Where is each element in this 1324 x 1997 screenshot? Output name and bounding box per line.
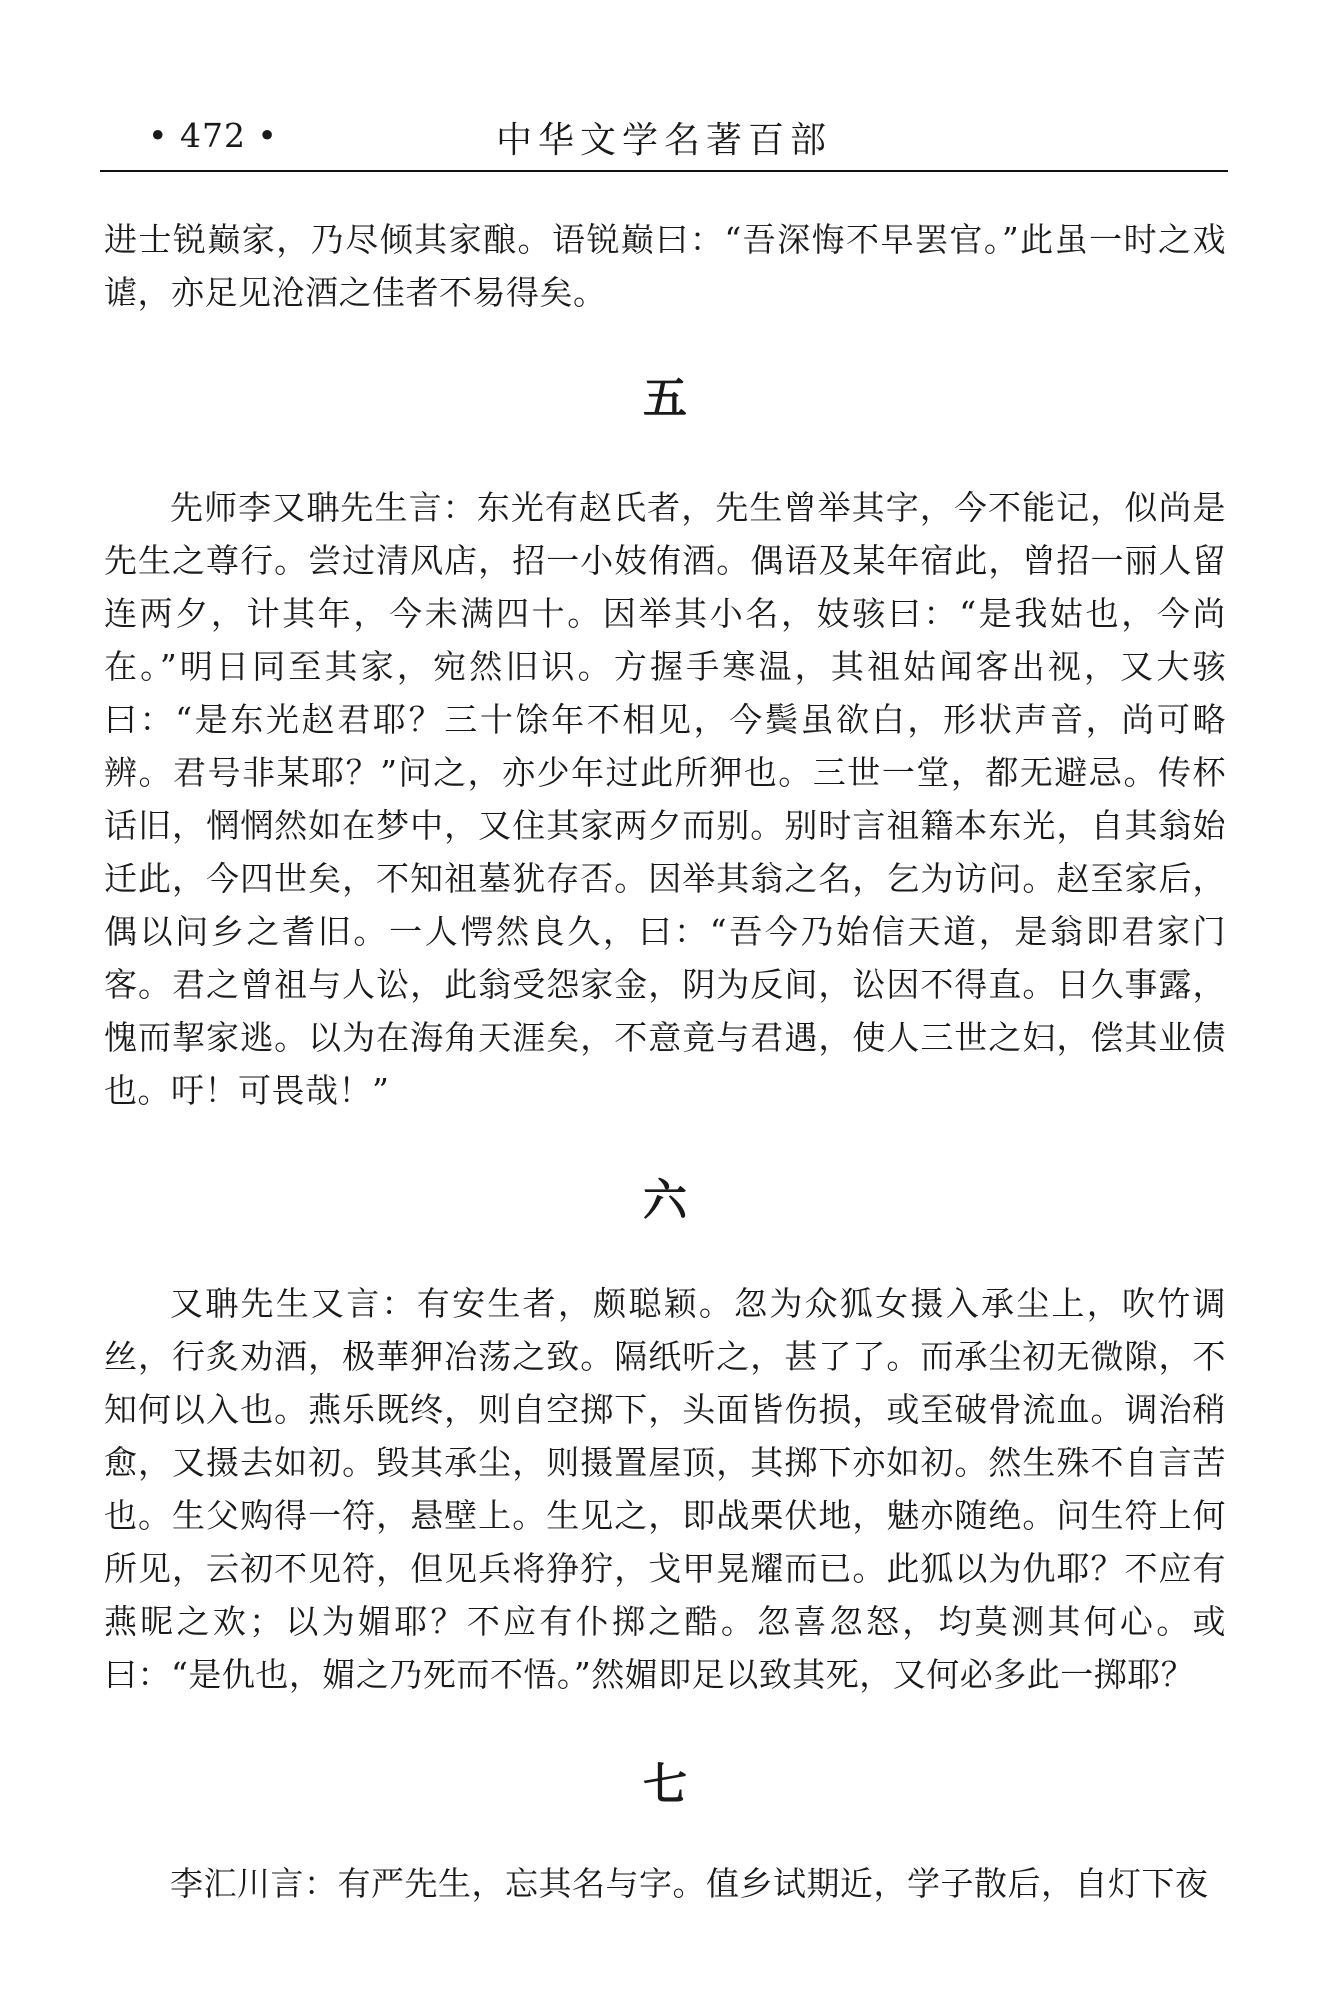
continued-paragraph: 进士锐巅家，乃尽倾其家酿。语锐巅曰：“吾深悔不早罢官。”此虽一时之戏谑，亦足见沧酒之佳者不易得矣。 — [104, 220, 1226, 312]
book-title: 中华文学名著百部 — [495, 120, 832, 161]
section-six-paragraph: 又聃先生又言：有安生者，颇聪颖。忽为众狐女摄入承尘上，吹竹调丝，行炙劝酒，极華狎冶荡之致。隔纸听之，甚了了。而承尘初无微隙，不知何以入也。燕乐既终，则自空掷下，头面皆伤损，或至破骨流血。调治稍愈，又摄去如初。毁其承尘，则摄置屋顶，其掷下亦如初。然生殊不自言苦也。生父购得一符，悬壁上。生见之，即战栗伏地，魅亦随绝。问生符上何所见，云初不见符，但见兵将狰狞，戈甲晃耀而已。此狐以为仇耶？不应有燕昵之欢；以为媚耶？不应有仆掷之酷。忽喜忽怒，均莫测其何心。或曰：“是仇也，媚之乃死而不悟。”然媚即足以致其死，又何必多此一掷耶？ — [104, 1284, 1226, 1694]
page-number: • 472 • — [148, 116, 278, 155]
section-seven-paragraph: 李汇川言：有严先生，忘其名与字。值乡试期近，学子散后，自灯下夜 — [170, 1864, 1209, 1903]
section-five-paragraph: 先师李又聃先生言：东光有赵氏者，先生曾举其字，今不能记，似尚是先生之尊行。尝过清风店，招一小妓侑酒。偶语及某年宿此，曾招一丽人留连两夕，计其年，今未满四十。因举其小名，妓骇曰：“是我姑也，今尚在。”明日同至其家，宛然旧识。方握手寒温，其祖姑闻客出视，又大骇曰：“是东光赵君耶？三十馀年不相见，今鬓虽欲白，形状声音，尚可略辨。君号非某耶？”问之，亦少年过此所狎也。三世一堂，都无避忌。传杯话旧，惘惘然如在梦中，又住其家两夕而别。别时言祖籍本东光，自其翁始迁此，今四世矣，不知祖墓犹存否。因举其翁之名，乞为访问。赵至家后，偶以问乡之耆旧。一人愕然良久，曰：“吾今乃始信天道，是翁即君家门客。君之曾祖与人讼，此翁受怨家金，阴为反间，讼因不得直。日久事露，愧而挈家逃。以为在海角天涯矣，不意竟与君遇，使人三世之妇，偿其业债也。吁！可畏哉！” — [104, 488, 1226, 1110]
section-heading-seven: 七 — [643, 1759, 687, 1810]
section-heading-five: 五 — [643, 373, 687, 424]
section-heading-six: 六 — [643, 1175, 687, 1226]
header-divider — [100, 170, 1228, 172]
running-header — [100, 112, 1228, 172]
page-body — [104, 213, 1226, 1910]
